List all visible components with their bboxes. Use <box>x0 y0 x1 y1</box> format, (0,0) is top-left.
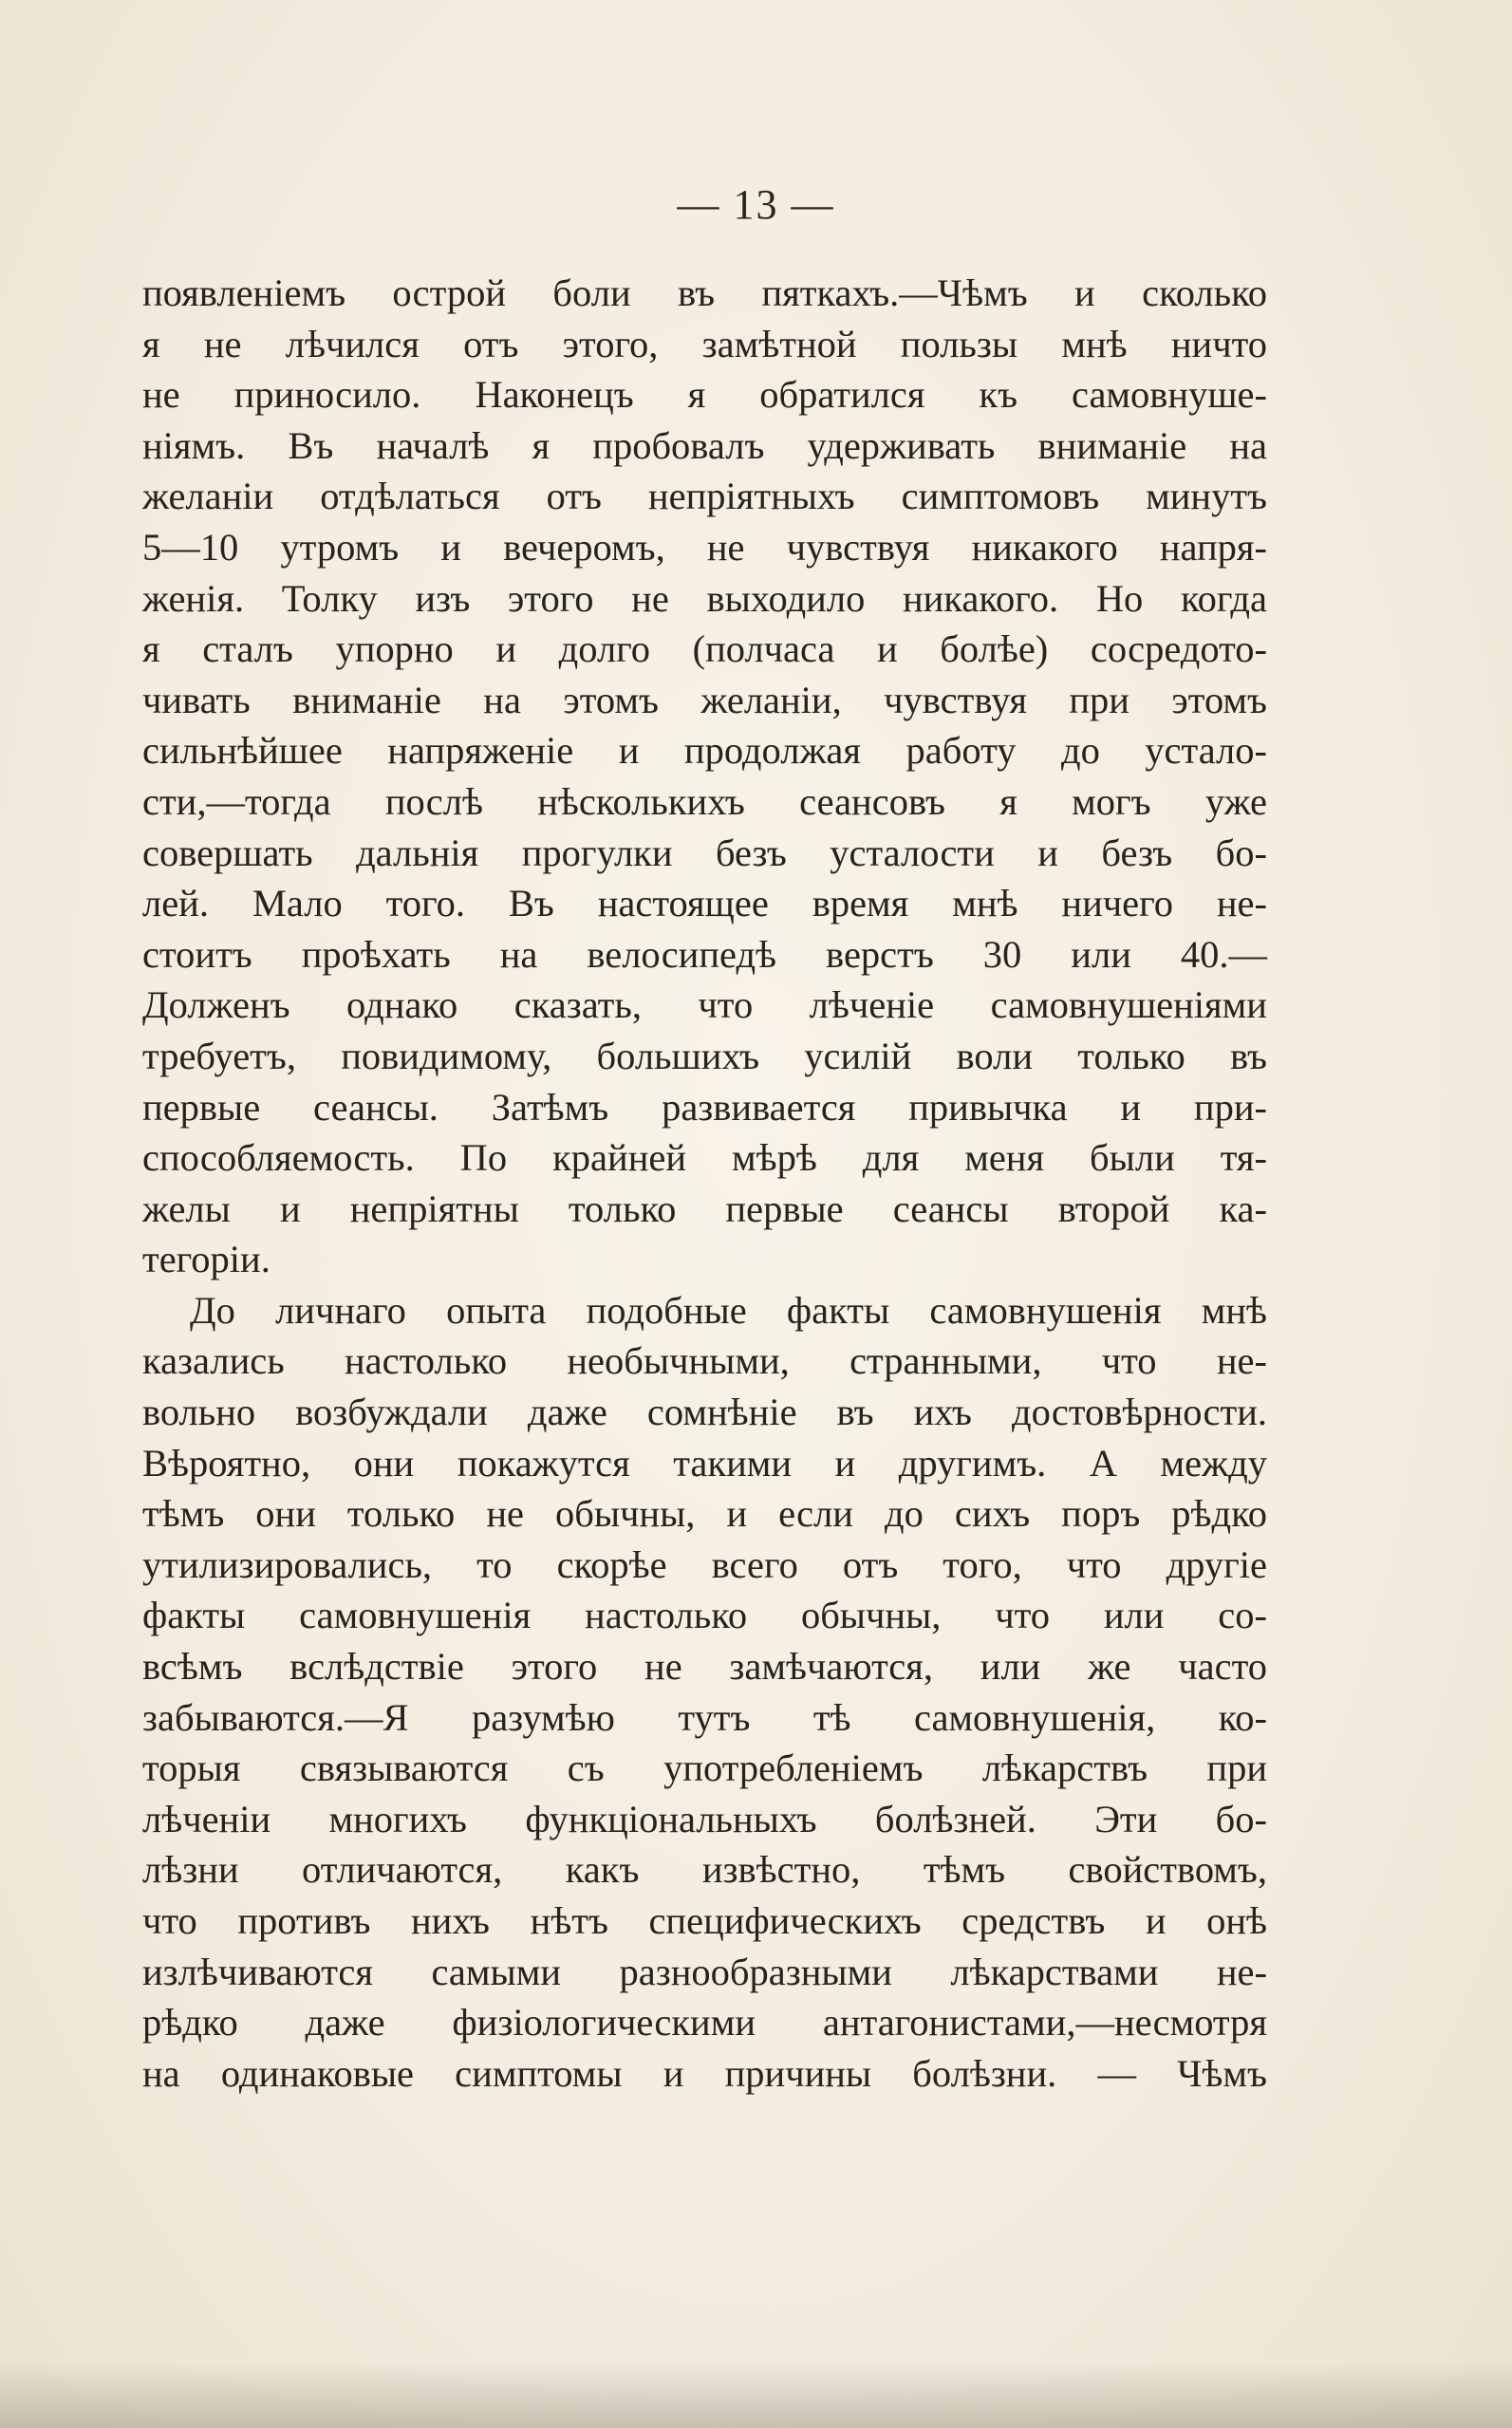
text-line: 5—10 утромъ и вечеромъ, не чувствуя никакого напря- <box>142 525 1267 569</box>
text-line: всѣмъ вслѣдствіе этого не замѣчаются, или же часто <box>142 1645 1267 1689</box>
scan-edge-shadow <box>0 2362 1512 2428</box>
text-line: лѣзни отличаются, какъ извѣстно, тѣмъ свойствомъ, <box>142 1848 1267 1892</box>
text-line: излѣчиваются самыми разнообразными лѣкарствами не- <box>142 1950 1267 1993</box>
text-line: требуетъ, повидимому, большихъ усилій воли только въ <box>142 1034 1267 1077</box>
text-line: на одинаковые симптомы и причины болѣзни. — Чѣмъ <box>142 2051 1267 2095</box>
text-line: сильнѣйшее напряженіе и продолжая работу до устало- <box>142 729 1267 773</box>
text-line: тегоріи. <box>142 1238 271 1281</box>
text-line: утилизировались, то скорѣе всего отъ того, что другіе <box>142 1542 1267 1586</box>
text-line: вольно возбуждали даже сомнѣніе въ ихъ достовѣрности. <box>142 1391 1267 1434</box>
text-line: рѣдко даже физіологическими антагонистами,—несмотря <box>142 2001 1267 2045</box>
text-line: я не лѣчился отъ этого, замѣтной пользы мнѣ ничто <box>142 322 1267 365</box>
text-line: ніямъ. Въ началѣ я пробовалъ удерживать вниманіе на <box>142 423 1267 467</box>
text-line: До личнаго опыта подобные факты самовнушенія мнѣ <box>190 1288 1267 1332</box>
text-line: тѣмъ они только не обычны, и если до сихъ поръ рѣдко <box>142 1492 1267 1536</box>
text-line: способляемость. По крайней мѣрѣ для меня были тя- <box>142 1136 1267 1180</box>
text-line: не приносило. Наконецъ я обратился къ самовнуше- <box>142 373 1267 417</box>
page-number: — 13 — <box>677 181 835 228</box>
text-line: Долженъ однако сказать, что лѣченіе самовнушеніями <box>142 983 1267 1027</box>
text-line: забываются.—Я разумѣю тутъ тѣ самовнушенія, ко- <box>142 1695 1267 1739</box>
text-line: женія. Толку изъ этого не выходило никакого. Но когда <box>142 576 1267 620</box>
text-line: стоитъ проѣхать на велосипедѣ верстъ 30 или 40.— <box>142 932 1267 976</box>
text-line: чивать вниманіе на этомъ желаніи, чувствуя при этомъ <box>142 678 1267 721</box>
paragraph-2 <box>142 1285 1267 2100</box>
text-line: что противъ нихъ нѣтъ специфическихъ средствъ и онѣ <box>142 1899 1267 1942</box>
text-line: лей. Мало того. Въ настоящее время мнѣ ничего не- <box>142 882 1267 925</box>
text-line: лѣченіи многихъ функціональныхъ болѣзней. Эти бо- <box>142 1797 1267 1840</box>
text-line: первые сеансы. Затѣмъ развивается привычка и при- <box>142 1085 1267 1129</box>
text-line: совершать дальнія прогулки безъ усталости и безъ бо- <box>142 831 1267 874</box>
text-line: факты самовнушенія настолько обычны, что или со- <box>142 1594 1267 1637</box>
text-line: торыя связываются съ употребленіемъ лѣкарствъ при <box>142 1746 1267 1790</box>
text-line: появленіемъ острой боли въ пяткахъ.—Чѣмъ и сколько <box>142 271 1267 314</box>
paragraph-1 <box>142 268 1267 1285</box>
text-line: казались настолько необычными, странными, что не- <box>142 1339 1267 1383</box>
text-line: сти,—тогда послѣ нѣсколькихъ сеансовъ я могъ уже <box>142 779 1267 823</box>
text-line: Вѣроятно, они покажутся такими и другимъ. А между <box>142 1441 1267 1485</box>
text-line: желаніи отдѣлаться отъ непріятныхъ симптомовъ минутъ <box>142 475 1267 518</box>
text-line: я сталъ упорно и долго (полчаса и болѣе) сосредото- <box>142 627 1267 671</box>
text-line: желы и непріятны только первые сеансы второй ка- <box>142 1186 1267 1230</box>
body-text <box>142 268 1267 2099</box>
